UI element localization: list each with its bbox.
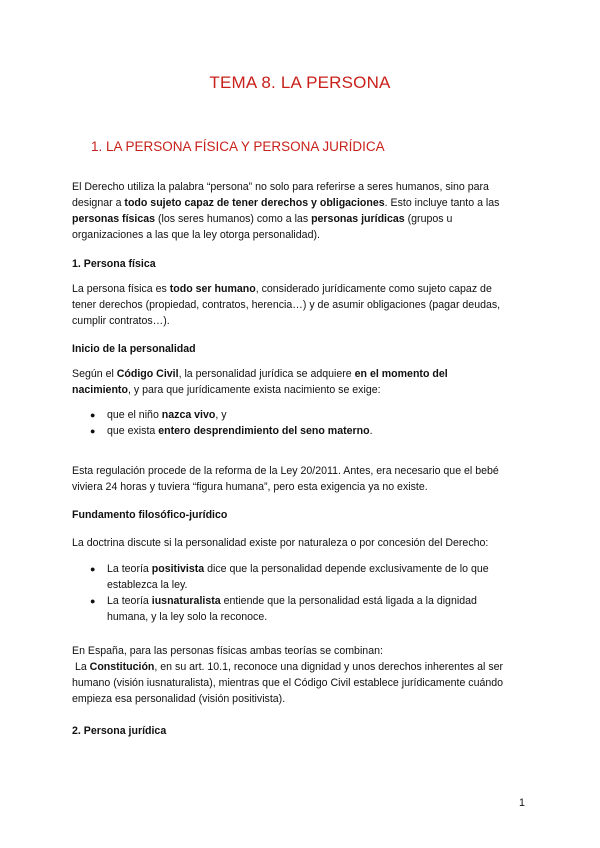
bold-term: Código Civil xyxy=(116,368,179,380)
paragraph-line: tener derechos (propiedad, contratos, herencia…) y de asumir obligaciones (pagar deudas, xyxy=(72,299,501,311)
intro-line: organizaciones a las que la ley otorga personalidad). xyxy=(72,229,320,241)
text-span: (los seres humanos) como a las xyxy=(155,213,312,225)
text-span: (grupos u xyxy=(404,213,453,225)
paragraph-line: viviera 24 horas y tuviera “figura humana”, pero esta exigencia ya no existe. xyxy=(72,481,428,493)
paragraph-line xyxy=(72,281,532,297)
paragraph-line xyxy=(72,659,532,675)
paragraph-line: empieza esa personalidad (visión positivista). xyxy=(72,693,286,705)
text-span: , en su art. 10.1, reconoce una dignidad y unos derechos inherentes al ser xyxy=(154,661,504,673)
text-span: La teoría xyxy=(107,563,152,575)
paragraph-line: cumplir contratos…). xyxy=(72,315,170,327)
paragraph-line: humano (visión iusnaturalista), mientras que el Código Civil establece jurídicamente cuándo xyxy=(72,677,504,689)
regulacion-paragraph xyxy=(72,463,532,495)
text-span: establezca la ley. xyxy=(107,579,188,591)
text-span: Según el xyxy=(72,368,117,380)
bold-term: personas físicas xyxy=(72,213,156,225)
intro-line: El Derecho utiliza la palabra “persona” no solo para referirse a seres humanos, sino para xyxy=(72,181,489,193)
subheading-persona-juridica: 2. Persona jurídica xyxy=(72,725,167,737)
text-span: . Esto incluye tanto a las xyxy=(384,197,500,209)
bold-term: en el momento del xyxy=(354,368,448,380)
text-span: . xyxy=(369,425,373,437)
paragraph-line xyxy=(72,366,532,382)
text-span: designar a xyxy=(72,197,125,209)
subheading-persona-fisica: 1. Persona física xyxy=(72,258,156,270)
section-heading: 1. LA PERSONA FÍSICA Y PERSONA JURÍDICA xyxy=(91,139,385,154)
text-span: entiende que la personalidad está ligada a la dignidad xyxy=(220,595,477,607)
inicio-paragraph xyxy=(72,366,532,398)
list-item xyxy=(90,407,373,423)
bold-term: todo sujeto capaz de tener derechos y obligaciones xyxy=(124,197,385,209)
text-span: , y para que jurídicamente exista nacimiento se exige: xyxy=(127,384,381,396)
doctrina-paragraph xyxy=(72,535,532,551)
bold-term: nazca vivo xyxy=(161,409,216,421)
list-item xyxy=(90,423,373,439)
persona-fisica-paragraph xyxy=(72,281,532,329)
list-item xyxy=(90,593,489,625)
text-span: , y xyxy=(215,409,227,421)
subheading-inicio-personalidad: Inicio de la personalidad xyxy=(72,343,196,355)
text-span: La xyxy=(72,661,90,673)
page-title: TEMA 8. LA PERSONA xyxy=(209,73,391,92)
paragraph-line: En España, para las personas físicas ambas teorías se combinan: xyxy=(72,645,383,657)
espana-paragraph xyxy=(72,643,532,707)
bold-term: entero desprendimiento del seno materno xyxy=(158,425,370,437)
list-item xyxy=(90,561,489,593)
bold-term: todo ser humano xyxy=(169,283,256,295)
bold-term: Constitución xyxy=(89,661,155,673)
subheading-fundamento: Fundamento filosófico-jurídico xyxy=(72,509,228,521)
bullet-icon: ● xyxy=(90,426,96,436)
text-span: , considerado jurídicamente como sujeto capaz de xyxy=(255,283,492,295)
theories-list xyxy=(90,561,489,625)
text-span: humana, y la ley solo la reconoce. xyxy=(107,611,268,623)
intro-line xyxy=(72,195,532,211)
bold-term: nacimiento xyxy=(72,384,128,396)
bold-term: positivista xyxy=(151,563,205,575)
text-span: La persona física es xyxy=(72,283,170,295)
requirements-list xyxy=(90,407,373,439)
text-span: , la personalidad jurídica se adquiere xyxy=(178,368,355,380)
text-span: La teoría xyxy=(107,595,152,607)
paragraph-line: Esta regulación procede de la reforma de la Ley 20/2011. Antes, era necesario que el bebé xyxy=(72,465,499,477)
page-number: 1 xyxy=(519,797,525,809)
paragraph-line xyxy=(72,382,532,398)
text-span: que exista xyxy=(107,425,159,437)
bullet-icon: ● xyxy=(90,564,96,574)
intro-line xyxy=(72,211,532,227)
paragraph-line: La doctrina discute si la personalidad existe por naturaleza o por concesión del Derecho: xyxy=(72,537,489,549)
bullet-icon: ● xyxy=(90,410,96,420)
intro-paragraph xyxy=(72,179,532,243)
text-span: que el niño xyxy=(107,409,162,421)
bullet-icon: ● xyxy=(90,596,96,606)
text-span: dice que la personalidad depende exclusivamente de lo que xyxy=(204,563,489,575)
bold-term: iusnaturalista xyxy=(151,595,221,607)
bold-term: personas jurídicas xyxy=(311,213,405,225)
